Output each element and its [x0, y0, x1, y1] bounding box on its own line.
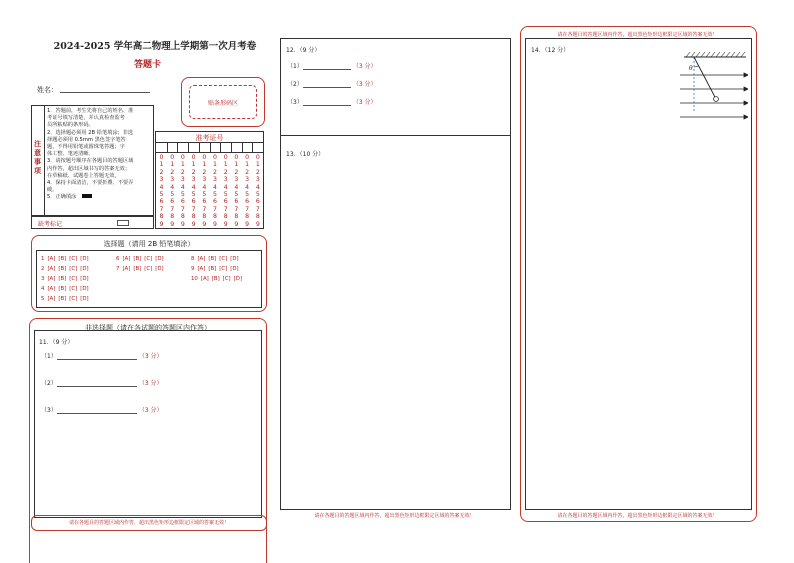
- exam-id-digit[interactable]: 2: [213, 168, 217, 176]
- mc-option-bubble[interactable]: [B]: [211, 276, 220, 282]
- exam-id-digit[interactable]: 7: [255, 205, 260, 213]
- notes-title: 注意事项: [34, 140, 41, 175]
- mc-option-bubble[interactable]: [D]: [80, 296, 89, 302]
- q14-diagram: [676, 51, 748, 121]
- mc-option-bubble[interactable]: [B]: [133, 266, 142, 272]
- mc-option-bubble[interactable]: [B]: [58, 286, 67, 292]
- angle-arc: [694, 66, 699, 67]
- exam-id-digit[interactable]: 7: [202, 205, 207, 213]
- mc-option-bubble[interactable]: [D]: [155, 266, 164, 272]
- exam-id-column[interactable]: [211, 154, 219, 228]
- exam-id-column[interactable]: [168, 154, 176, 228]
- q12-q13-divider: [281, 135, 510, 136]
- exam-id-digit[interactable]: 5: [159, 191, 164, 199]
- mc-option-bubble[interactable]: [A]: [47, 266, 56, 272]
- exam-id-digit[interactable]: 7: [170, 205, 175, 213]
- mc-question-number: 1: [41, 256, 45, 262]
- exam-id-digit[interactable]: 4: [191, 183, 196, 191]
- mc-option-bubble[interactable]: [A]: [47, 256, 56, 262]
- exam-id-digit[interactable]: 7: [191, 205, 196, 213]
- exam-id-digit[interactable]: 4: [234, 183, 239, 191]
- exam-id-digit[interactable]: 3: [159, 176, 164, 184]
- exam-id-digit[interactable]: 2: [170, 168, 175, 176]
- mc-option-bubble[interactable]: [A]: [47, 276, 56, 282]
- mc-option-bubble[interactable]: [A]: [197, 266, 206, 272]
- name-field[interactable]: [60, 92, 150, 93]
- mc-question-number: 2: [41, 266, 45, 272]
- q12-part-2: （2） （3 分）: [287, 81, 377, 88]
- exam-id-digit[interactable]: 0: [213, 154, 217, 161]
- exam-id-digit[interactable]: 2: [245, 168, 250, 176]
- exam-id-digit[interactable]: 3: [191, 176, 196, 184]
- q12-title: 12．（9 分）: [286, 47, 321, 54]
- exam-id-digit[interactable]: 0: [245, 154, 250, 161]
- exam-id-digit[interactable]: 5: [223, 191, 228, 199]
- exam-id-column[interactable]: [158, 154, 166, 228]
- exam-id-digit[interactable]: 9: [191, 220, 196, 228]
- q12-part-1: （1） （3 分）: [287, 63, 377, 70]
- exam-id-digit[interactable]: 1: [255, 161, 260, 169]
- exam-id-column[interactable]: [254, 154, 262, 228]
- exam-id-digit[interactable]: 3: [180, 176, 185, 184]
- mc-question-number: 8: [191, 256, 195, 262]
- middle-answer-box: [280, 38, 511, 510]
- mc-question-row: [41, 276, 89, 282]
- q11-title: 11．（9 分）: [39, 339, 74, 346]
- exam-id-digit[interactable]: 8: [213, 213, 217, 221]
- exam-id-digit[interactable]: 2: [191, 168, 196, 176]
- exam-id-digit[interactable]: 0: [159, 154, 164, 161]
- exam-title: 2024-2025 学年高二物理上学期第一次月考卷: [53, 41, 257, 52]
- exam-id-digit[interactable]: 8: [245, 213, 250, 221]
- exam-id-digit[interactable]: 5: [170, 191, 175, 199]
- ceiling-hatch: [686, 52, 745, 57]
- warning-text-right-bottom: 请在各题目的答题区域内作答，超出黑色矩形边框限定区域的答案无效！: [557, 513, 718, 519]
- exam-id-digit[interactable]: 5: [191, 191, 196, 199]
- mc-title: 选择题（请用 2B 铅笔填涂）: [103, 240, 195, 248]
- mc-option-bubble[interactable]: [A]: [122, 256, 131, 262]
- exam-id-digit[interactable]: 7: [234, 205, 239, 213]
- notes-box: [31, 105, 154, 216]
- mc-question-row: [41, 296, 89, 302]
- exam-id-digit[interactable]: 8: [255, 213, 260, 221]
- exam-id-digit[interactable]: 5: [213, 191, 217, 199]
- exam-id-digit[interactable]: 6: [180, 198, 185, 206]
- exam-id-digit[interactable]: 2: [234, 168, 239, 176]
- q14-box: [525, 38, 752, 510]
- exam-id-digit[interactable]: 4: [245, 183, 250, 191]
- exam-id-digit[interactable]: 4: [170, 183, 175, 191]
- mc-question-row: [191, 266, 239, 272]
- mc-question-number: 3: [41, 276, 45, 282]
- exam-id-digit[interactable]: 0: [223, 154, 228, 161]
- exam-id-label: 准考证号: [195, 134, 224, 142]
- exam-id-column[interactable]: [232, 154, 240, 228]
- exam-id-digit[interactable]: 9: [245, 220, 250, 228]
- mc-option-bubble[interactable]: [A]: [47, 286, 56, 292]
- mc-question-number: 7: [116, 266, 120, 272]
- mc-option-bubble[interactable]: [B]: [58, 266, 67, 272]
- mc-option-bubble[interactable]: [D]: [233, 276, 243, 282]
- exam-id-digit[interactable]: 3: [170, 176, 175, 184]
- exam-id-digit[interactable]: 3: [245, 176, 250, 184]
- exam-id-digit[interactable]: 6: [170, 198, 175, 206]
- q11-part-2: （2） （3 分）: [41, 380, 163, 387]
- exam-id-digit[interactable]: 2: [255, 168, 260, 176]
- mc-question-number: 5: [41, 296, 45, 302]
- exam-id-digit[interactable]: 4: [223, 183, 228, 191]
- exam-id-digit[interactable]: 5: [255, 191, 260, 199]
- mc-option-bubble[interactable]: [B]: [208, 256, 217, 262]
- exam-id-digit[interactable]: 7: [213, 205, 217, 213]
- mc-option-bubble[interactable]: [C]: [144, 256, 153, 262]
- mc-question-number: 4: [41, 286, 45, 292]
- angle-label: θ: [689, 65, 693, 72]
- exam-id-digit[interactable]: 0: [180, 154, 185, 161]
- mc-option-bubble[interactable]: [C]: [222, 276, 231, 282]
- mc-option-bubble[interactable]: [C]: [69, 276, 78, 282]
- mc-section: [31, 235, 267, 312]
- mc-question-row: [116, 256, 164, 262]
- exam-id-digit[interactable]: 0: [255, 154, 260, 161]
- exam-id-digit[interactable]: 1: [180, 161, 185, 169]
- exam-id-digit[interactable]: 2: [159, 168, 164, 176]
- exam-id-digit[interactable]: 6: [255, 198, 260, 206]
- exam-id-digit[interactable]: 0: [202, 154, 207, 161]
- mc-question-row: [41, 266, 89, 272]
- barcode-label: 贴条形码区: [207, 100, 238, 107]
- exam-id-digit[interactable]: 2: [202, 168, 207, 176]
- q12-answer-2[interactable]: [303, 80, 351, 88]
- q11-part-1: （1） （3 分）: [41, 353, 163, 360]
- exam-id-digit[interactable]: 9: [202, 220, 207, 228]
- barcode-dashed-box: [189, 85, 257, 119]
- exam-id-column[interactable]: [222, 154, 230, 228]
- exam-id-digit[interactable]: 6: [213, 198, 217, 206]
- exam-id-digit[interactable]: 4: [255, 183, 260, 191]
- q12-answer-3[interactable]: [303, 98, 351, 106]
- mc-option-bubble[interactable]: [D]: [80, 266, 89, 272]
- q12-part-3: （3） （3 分）: [287, 99, 377, 106]
- exam-id-digit[interactable]: 1: [159, 161, 164, 169]
- exam-id-digit[interactable]: 3: [234, 176, 239, 184]
- mc-question-row: [191, 256, 239, 262]
- q11-part-3: （3） （3 分）: [41, 407, 163, 414]
- exam-id-digit[interactable]: 9: [255, 220, 260, 228]
- warning-text-right-top: 请在各题目的答题区域内作答，超出黑色矩形边框限定区域的答案无效！: [557, 32, 718, 38]
- exam-id-column[interactable]: [200, 154, 208, 228]
- mc-option-bubble[interactable]: [B]: [58, 256, 67, 262]
- charged-ball: [714, 97, 719, 102]
- mc-question-number: 9: [191, 266, 195, 272]
- exam-id-digit[interactable]: 4: [202, 183, 207, 191]
- exam-id-digit[interactable]: 9: [213, 220, 217, 228]
- pendulum-string: [694, 57, 716, 99]
- correct-fill-sample: [82, 194, 92, 198]
- exam-id-digit[interactable]: 4: [213, 183, 217, 191]
- mc-question-number: 6: [116, 256, 120, 262]
- exam-id-digit[interactable]: 6: [245, 198, 250, 206]
- exam-id-digit[interactable]: 8: [180, 213, 185, 221]
- exam-id-digit[interactable]: 7: [180, 205, 185, 213]
- exam-id-digit[interactable]: 3: [255, 176, 260, 184]
- exam-id-digit[interactable]: 6: [234, 198, 239, 206]
- mc-option-bubble[interactable]: [C]: [69, 266, 78, 272]
- exam-id-column[interactable]: [243, 154, 251, 228]
- exam-id-digit[interactable]: 8: [202, 213, 207, 221]
- mc-option-bubble[interactable]: [A]: [47, 296, 56, 302]
- mc-option-bubble[interactable]: [B]: [58, 276, 67, 282]
- warning-text-middle: 请在各题目的答题区域内作答，超出黑色矩形边框限定区域的答案无效！: [314, 513, 475, 519]
- q13-title: 13．（10 分）: [286, 151, 325, 158]
- exam-id-digit[interactable]: 9: [180, 220, 185, 228]
- q14-title: 14．（12 分）: [531, 47, 570, 54]
- q11-box: [34, 330, 262, 518]
- mc-option-bubble[interactable]: [A]: [122, 266, 131, 272]
- exam-id-digit[interactable]: 1: [202, 161, 207, 169]
- absent-checkbox[interactable]: [117, 220, 129, 226]
- mc-option-bubble[interactable]: [C]: [219, 266, 228, 272]
- exam-id-column[interactable]: [190, 154, 198, 228]
- exam-id-digit[interactable]: 9: [234, 220, 239, 228]
- q11-answer-1[interactable]: [57, 352, 137, 360]
- mc-option-bubble[interactable]: [A]: [200, 276, 209, 282]
- exam-id-digit[interactable]: 8: [191, 213, 196, 221]
- exam-id-digit[interactable]: 1: [234, 161, 239, 169]
- exam-id-digit[interactable]: 6: [191, 198, 196, 206]
- exam-id-digit[interactable]: 5: [202, 191, 207, 199]
- exam-id-digit[interactable]: 1: [223, 161, 228, 169]
- exam-id-digit[interactable]: 1: [191, 161, 196, 169]
- mc-option-bubble[interactable]: [D]: [80, 256, 89, 262]
- absent-mark-row: [31, 216, 154, 229]
- exam-id-digit[interactable]: 8: [234, 213, 239, 221]
- q12-answer-1[interactable]: [303, 62, 351, 70]
- mc-option-bubble[interactable]: [C]: [144, 266, 153, 272]
- exam-id-digit[interactable]: 0: [234, 154, 239, 161]
- mc-option-bubble[interactable]: [C]: [219, 256, 228, 262]
- answer-sheet-label: 答题卡: [134, 60, 162, 70]
- mc-question-row: [41, 286, 89, 292]
- mc-question-number: 10: [191, 276, 198, 282]
- absent-label: 缺考标记: [38, 221, 63, 228]
- mc-option-bubble[interactable]: [B]: [58, 296, 67, 302]
- warning-text-left: 请在各题目的答题区域内作答，超出黑色矩形边框限定区域的答案无效！: [68, 520, 229, 526]
- mc-option-bubble[interactable]: [D]: [230, 256, 239, 262]
- exam-id-digit[interactable]: 6: [223, 198, 228, 206]
- exam-id-digit[interactable]: 4: [180, 183, 185, 191]
- exam-id-digit[interactable]: 2: [180, 168, 185, 176]
- mc-option-bubble[interactable]: [C]: [69, 256, 78, 262]
- exam-id-digit[interactable]: 8: [170, 213, 175, 221]
- exam-id-digit[interactable]: 2: [223, 168, 228, 176]
- mc-option-bubble[interactable]: [B]: [133, 256, 142, 262]
- mc-option-bubble[interactable]: [D]: [80, 276, 89, 282]
- q11-answer-2[interactable]: [57, 379, 137, 387]
- exam-id-digit[interactable]: 1: [245, 161, 250, 169]
- exam-id-grid: [155, 131, 264, 229]
- mc-option-bubble[interactable]: [C]: [69, 286, 78, 292]
- mc-option-bubble[interactable]: [D]: [80, 286, 89, 292]
- mc-option-bubble[interactable]: [D]: [230, 266, 239, 272]
- exam-id-digit[interactable]: 0: [170, 154, 175, 161]
- exam-id-digit[interactable]: 1: [213, 161, 217, 169]
- barcode-area: [181, 77, 265, 127]
- exam-id-digit[interactable]: 7: [223, 205, 228, 213]
- mc-option-bubble[interactable]: [D]: [155, 256, 164, 262]
- nonmc-title: 非选择题（请在各试题的答题区内作答）: [85, 324, 211, 332]
- mc-option-bubble[interactable]: [B]: [208, 266, 217, 272]
- exam-id-digit[interactable]: 9: [170, 220, 175, 228]
- exam-id-digit[interactable]: 5: [180, 191, 185, 199]
- exam-id-digit[interactable]: 6: [159, 198, 164, 206]
- name-label: 姓名：: [37, 86, 58, 94]
- q11-answer-3[interactable]: [57, 406, 137, 414]
- exam-id-digit[interactable]: 8: [159, 213, 164, 221]
- exam-id-digit[interactable]: 9: [159, 220, 164, 228]
- exam-id-digit[interactable]: 5: [245, 191, 250, 199]
- exam-id-digit[interactable]: 4: [159, 183, 164, 191]
- exam-id-digit[interactable]: 7: [245, 205, 250, 213]
- mc-option-bubble[interactable]: [A]: [197, 256, 206, 262]
- exam-id-column[interactable]: [179, 154, 187, 228]
- exam-id-digit[interactable]: 6: [202, 198, 207, 206]
- exam-id-digit[interactable]: 7: [159, 205, 164, 213]
- mc-option-bubble[interactable]: [C]: [69, 296, 78, 302]
- mc-question-row: [191, 276, 242, 282]
- exam-id-digit[interactable]: 5: [234, 191, 239, 199]
- exam-id-digit[interactable]: 0: [191, 154, 196, 161]
- exam-id-digit[interactable]: 3: [202, 176, 207, 184]
- warning-bar-left: [31, 515, 267, 531]
- mc-question-row: [41, 256, 89, 262]
- exam-id-digit[interactable]: 9: [223, 220, 228, 228]
- exam-id-digit[interactable]: 1: [170, 161, 175, 169]
- exam-id-digit[interactable]: 8: [223, 213, 228, 221]
- exam-id-digit[interactable]: 3: [213, 176, 217, 184]
- exam-id-digit[interactable]: 3: [223, 176, 228, 184]
- mc-question-row: [116, 266, 164, 272]
- notes-text: 1．答题前，考生先将自己的姓名、准 考证号填写清楚，并认真检查监考 员所粘贴的条形码。 2．选择题必须用 2B 铅笔填涂；非选 择题必须用 0.5mm 黑色签字笔答 题，不得用铅笔或圆珠笔答题；字 体工整、笔迹清晰。 3．请按题号顺序在各题目的答题区域 内作答，超出区域书写的答案无效； 在草稿纸、试题卷上答题无效。 4．保持卡面清洁，不要折叠、不要弄 破。 5．正确填涂: [47, 108, 134, 201]
